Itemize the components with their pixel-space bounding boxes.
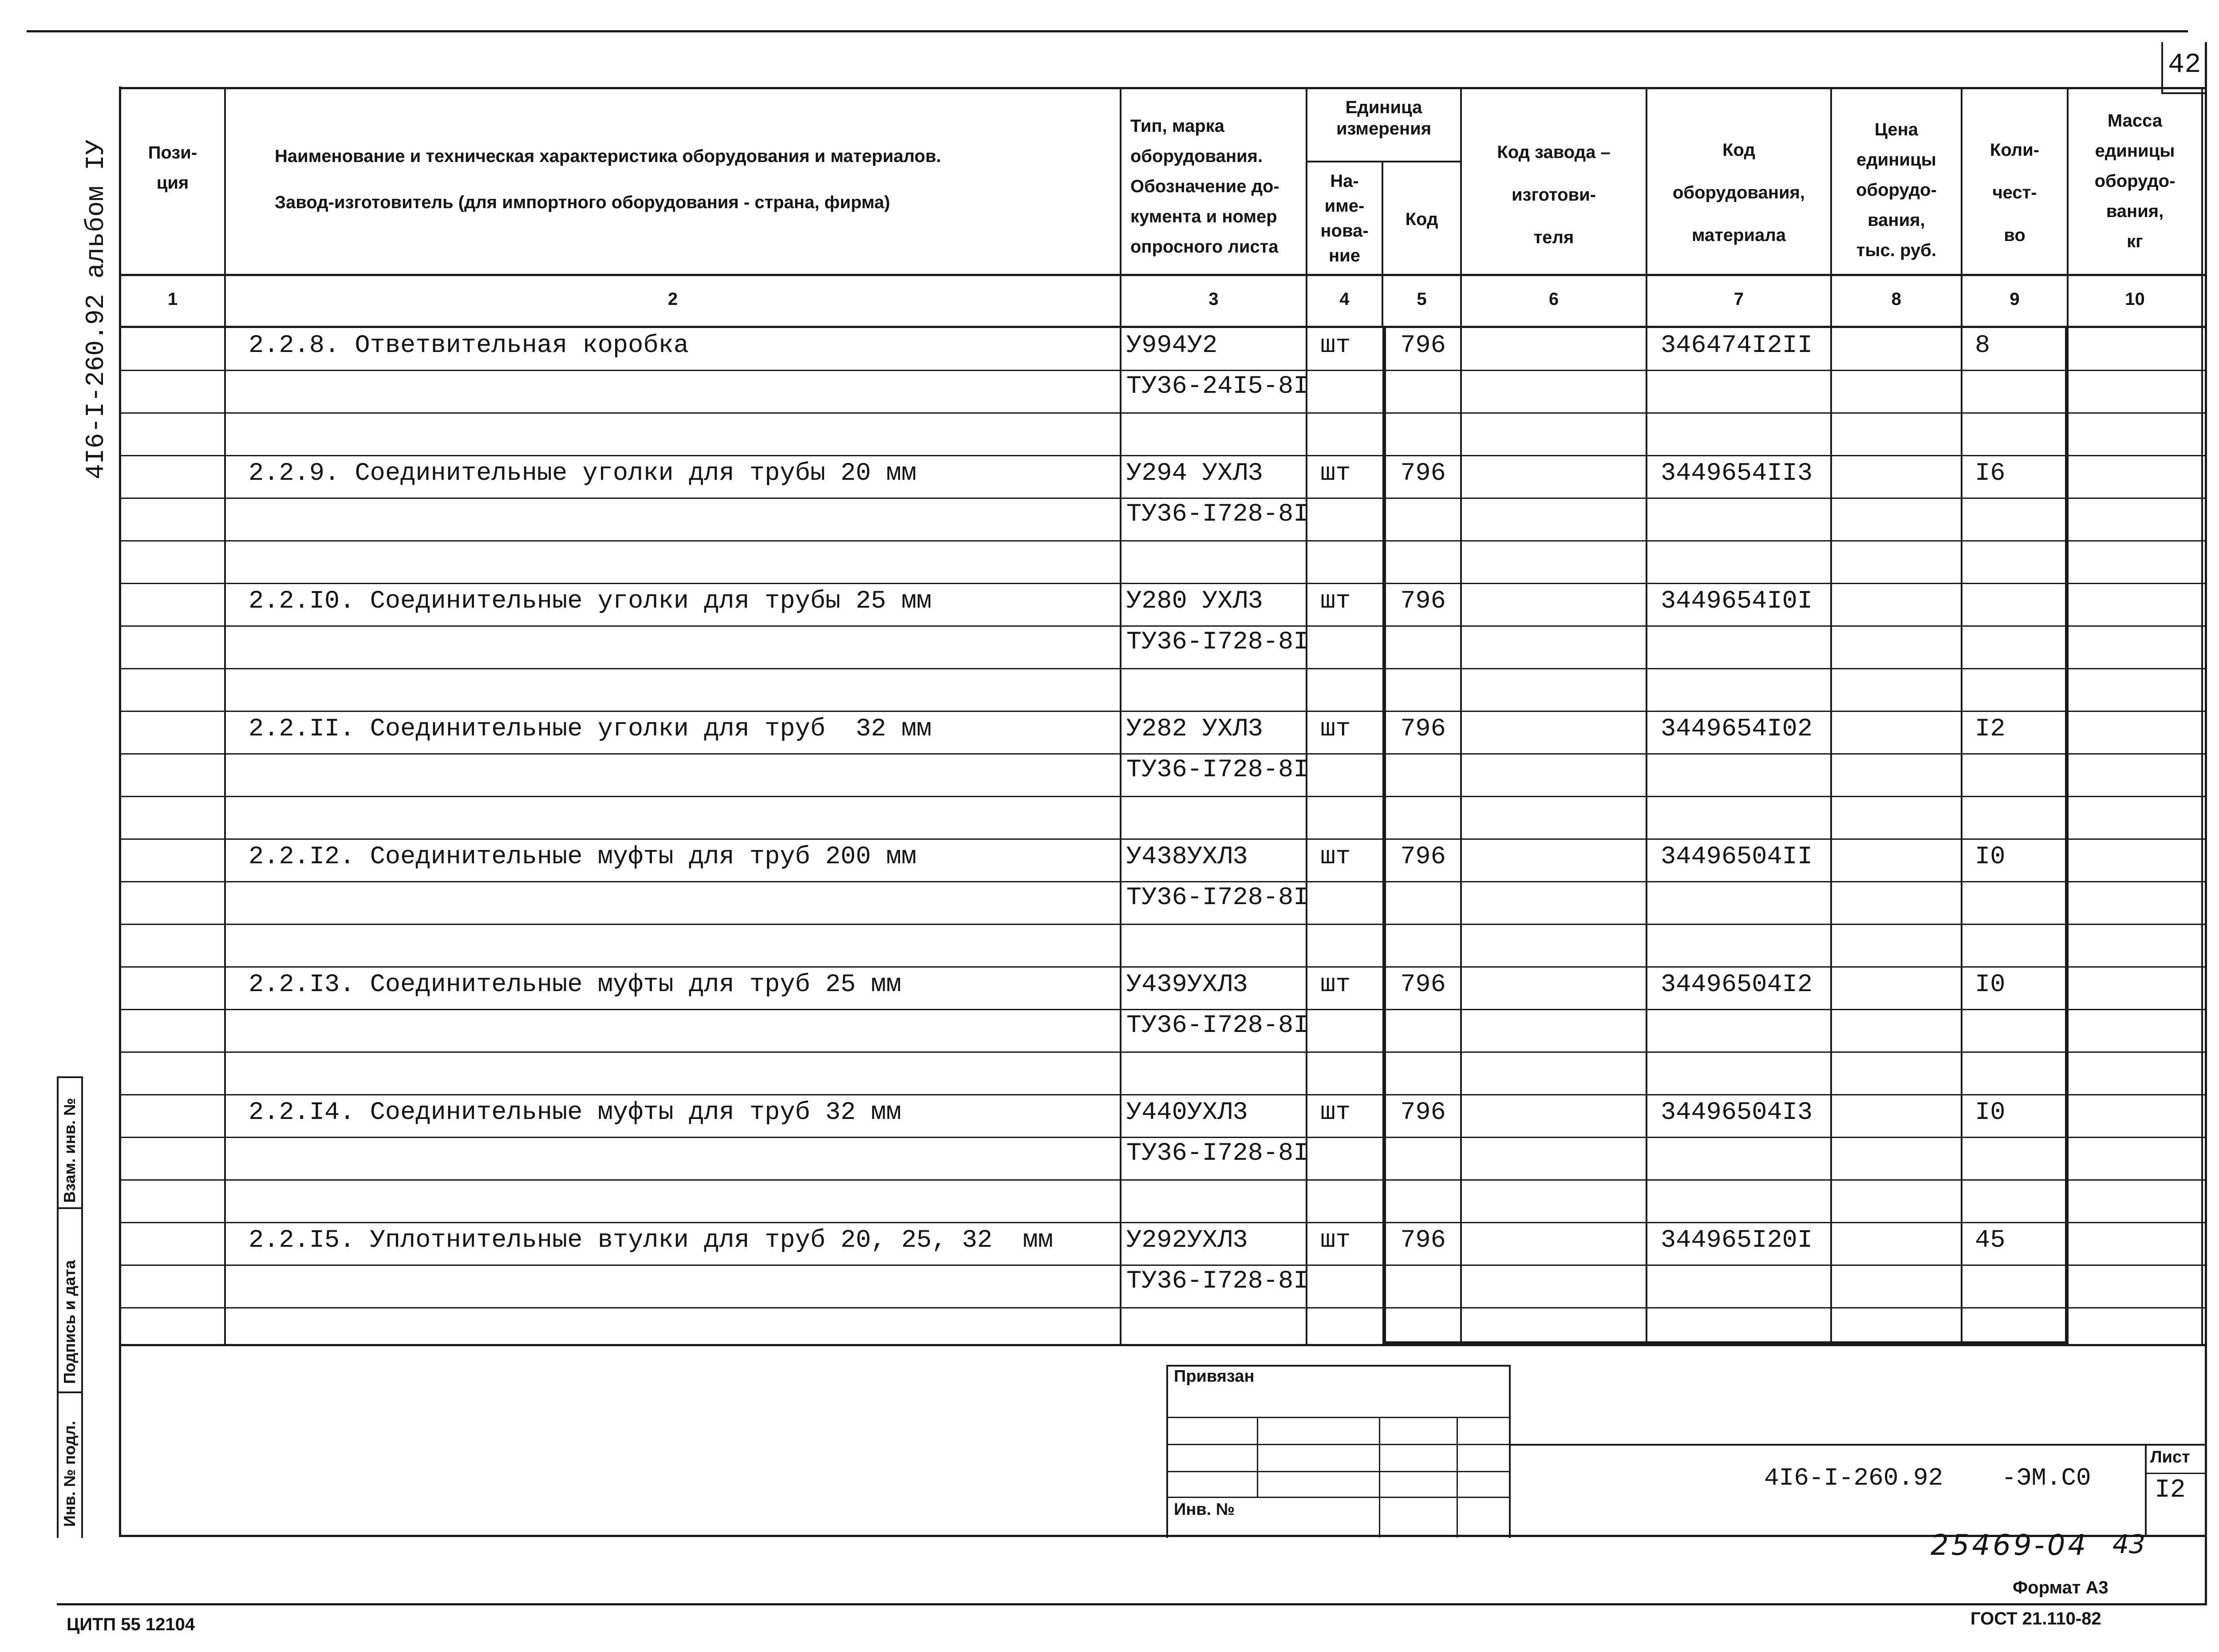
header-col2: Наименование и техническая характеристика оборудования и материалов. Завод-изготовитель (для импортного оборудования - страна, фирма): [275, 146, 941, 212]
item-unit-code: 796: [1400, 843, 1446, 871]
col-number-4: 4: [1339, 289, 1350, 309]
item-type: У282 УХЛ3: [1126, 715, 1263, 743]
item-name: 2.2.I5. Уплотнительные втулки для труб 20, 25, 32 мм: [249, 1226, 1053, 1255]
item-equipment-code: 3449654II3: [1661, 459, 1813, 488]
header-col5: Код: [1405, 209, 1438, 229]
handwritten-page: 43: [2112, 1529, 2145, 1559]
sheet-number-top: 42: [2168, 49, 2201, 80]
item-type: У440УХЛ3: [1126, 1099, 1248, 1127]
item-unit-code: 796: [1400, 459, 1446, 488]
item-type: У438УХЛ3: [1126, 843, 1248, 871]
item-equipment-code: 34496504II: [1661, 843, 1813, 871]
item-doc: ТУ36-I728-8I: [1126, 756, 1309, 784]
header-col7: Код оборудования, материала: [1672, 140, 1805, 245]
stamp-list-label: Лист: [2150, 1448, 2190, 1466]
stamp-inv-no: Инв. №: [1174, 1500, 1235, 1519]
header-col1: Пози- ция: [148, 143, 197, 193]
col-number-5: 5: [1417, 289, 1427, 309]
header-unit-group: Единица измерения: [1336, 98, 1432, 138]
stamp-privyazan: Привязан: [1174, 1367, 1255, 1386]
item-doc: ТУ36-I728-8I: [1126, 884, 1309, 912]
item-unit: шт: [1320, 587, 1351, 616]
gost-label: ГОСТ 21.110-82: [1970, 1609, 2101, 1628]
item-quantity: I2: [1975, 715, 2006, 743]
item-doc: ТУ36-I728-8I: [1126, 1012, 1309, 1040]
stamp-list-value: I2: [2155, 1476, 2186, 1505]
item-unit: шт: [1320, 715, 1351, 743]
col-number-3: 3: [1208, 289, 1219, 309]
item-unit-code: 796: [1400, 715, 1446, 743]
bottom-frame-line: [57, 1603, 2207, 1605]
item-unit-code: 796: [1400, 332, 1446, 360]
format-label: Формат А3: [2013, 1578, 2108, 1597]
header-col8: Цена единицы оборудо- вания, тыс. руб.: [1856, 120, 1937, 260]
item-quantity: I6: [1975, 459, 2006, 488]
item-equipment-code: 34496504I2: [1661, 971, 1813, 999]
col-number-10: 10: [2125, 289, 2145, 309]
stamp-doc-suffix: -ЭМ.С0: [2002, 1464, 2091, 1492]
item-name: 2.2.8. Ответвительная коробка: [249, 332, 689, 360]
item-name: 2.2.II. Соединительные уголки для труб 32 мм: [249, 715, 932, 743]
stamp-inv-podl: Инв. № подл.: [60, 1421, 79, 1527]
item-doc: ТУ36-I728-8I: [1126, 1139, 1309, 1168]
item-quantity: I0: [1975, 1099, 2006, 1127]
item-unit-code: 796: [1400, 971, 1446, 999]
item-equipment-code: 3449654I0I: [1661, 587, 1813, 616]
header-col9: Коли- чест- во: [1990, 140, 2040, 245]
col-number-6: 6: [1548, 289, 1559, 309]
header-col10: Масса единицы оборудо- вания, кг: [2094, 111, 2176, 251]
item-unit: шт: [1320, 1099, 1351, 1127]
handwritten-number: 25469-04: [1931, 1529, 2089, 1562]
item-unit: шт: [1320, 843, 1351, 871]
item-unit-code: 796: [1400, 1099, 1446, 1127]
stamp-vzam-inv: Взам. инв. №: [60, 1098, 79, 1203]
item-quantity: 45: [1975, 1226, 2006, 1255]
item-type: У280 УХЛ3: [1126, 587, 1263, 616]
item-equipment-code: 34496504I3: [1661, 1099, 1813, 1127]
header-col3: Тип, марка оборудования. Обозначение до- кумента и номер опросного листа: [1130, 116, 1279, 257]
item-unit: шт: [1320, 332, 1351, 360]
right-frame-line: [2205, 42, 2207, 1605]
stamp-podpis-data: Подпись и дата: [60, 1260, 79, 1384]
item-type: У294 УХЛ3: [1126, 459, 1263, 488]
item-doc: ТУ36-I728-8I: [1126, 1267, 1309, 1296]
item-quantity: I0: [1975, 843, 2006, 871]
col-number-8: 8: [1891, 289, 1902, 309]
col-number-9: 9: [2010, 289, 2020, 309]
item-name: 2.2.I4. Соединительные муфты для труб 32 мм: [249, 1099, 901, 1127]
item-unit: шт: [1320, 971, 1351, 999]
item-quantity: I0: [1975, 971, 2006, 999]
item-equipment-code: 346474I2II: [1661, 332, 1813, 360]
table-top-line: [119, 87, 2205, 89]
col-number-7: 7: [1733, 289, 1744, 309]
cintp-label: ЦИТП 55 12104: [67, 1615, 195, 1634]
item-type: У439УХЛ3: [1126, 971, 1248, 999]
item-unit: шт: [1320, 459, 1351, 488]
item-type: У292УХЛ3: [1126, 1226, 1248, 1255]
col-number-1: 1: [167, 289, 178, 309]
item-doc: ТУ36-24I5-8I: [1126, 372, 1309, 401]
item-name: 2.2.I3. Соединительные муфты для труб 25 мм: [249, 971, 901, 999]
item-unit: шт: [1320, 1226, 1351, 1255]
side-album-label: 4I6-I-260.92 альбом IУ: [82, 139, 111, 479]
item-doc: ТУ36-I728-8I: [1126, 500, 1309, 529]
item-unit-code: 796: [1400, 1226, 1446, 1255]
top-frame-line: [27, 30, 2188, 32]
header-col4: На- име- нова- ние: [1320, 171, 1369, 265]
item-equipment-code: 3449654I02: [1661, 715, 1813, 743]
item-quantity: 8: [1975, 332, 1990, 360]
col-number-2: 2: [667, 289, 678, 309]
stamp-doc-code: 4I6-I-260.92: [1764, 1464, 1943, 1492]
header-col6: Код завода – изготови- теля: [1497, 142, 1611, 247]
item-name: 2.2.9. Соединительные уголки для трубы 20 мм: [249, 459, 917, 488]
item-name: 2.2.I2. Соединительные муфты для труб 200 мм: [249, 843, 917, 871]
item-unit-code: 796: [1400, 587, 1446, 616]
item-type: У994У2: [1126, 332, 1218, 360]
item-doc: ТУ36-I728-8I: [1126, 628, 1309, 656]
item-name: 2.2.I0. Соединительные уголки для трубы 25 мм: [249, 587, 932, 616]
item-equipment-code: 344965I20I: [1661, 1226, 1813, 1255]
